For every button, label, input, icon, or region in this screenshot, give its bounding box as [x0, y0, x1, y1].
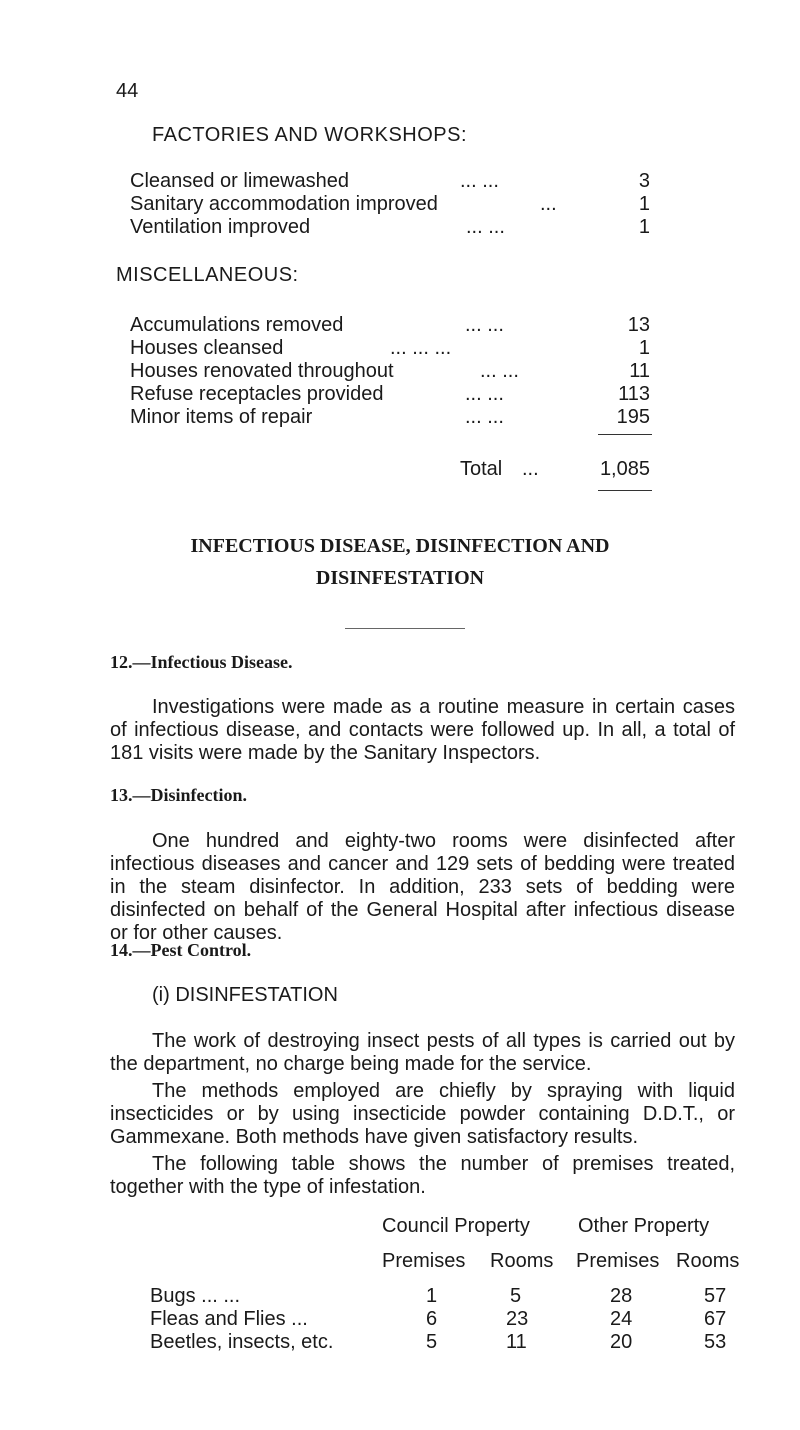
item-label: Ventilation improved — [130, 216, 311, 238]
table-cell: 57 — [704, 1285, 727, 1307]
item-label: Houses cleansed — [130, 337, 284, 359]
subtotal-rule — [598, 434, 652, 435]
item-label: Cleansed or limewashed — [130, 170, 350, 192]
table-cell: 5 — [510, 1285, 522, 1307]
row-label: Fleas and Flies ... — [150, 1308, 308, 1330]
row-label: Bugs ... ... — [150, 1285, 241, 1307]
table-cell: 24 — [610, 1308, 633, 1330]
leader-dots: ... ... — [466, 216, 505, 238]
table-column-header: Premises — [576, 1250, 660, 1272]
section-12-heading: 12.—Infectious Disease. — [110, 652, 293, 672]
main-heading: INFECTIOUS DISEASE, DISINFECTION AND — [190, 535, 610, 557]
item-value: 11 — [629, 360, 650, 382]
item-value: 3 — [638, 170, 650, 192]
table-column-header: Rooms — [676, 1250, 740, 1272]
item-label: Refuse receptacles provided — [130, 383, 384, 405]
table-cell: 20 — [610, 1331, 633, 1353]
section-14-paragraph-3: The following table shows the number of premises treated, together with the type of infestation. — [110, 1153, 735, 1198]
list-item — [130, 216, 650, 244]
section-14-paragraph-2: The methods employed are chiefly by spraying with liquid insecticides or by using insecticide powder containing D.D.T., or Gammexane. Both methods have given satisfactory results. — [110, 1080, 735, 1148]
item-label: Accumulations removed — [130, 314, 344, 336]
leader-dots: ... ... ... — [390, 337, 452, 359]
leader-dots: ... ... — [465, 406, 504, 428]
table-cell: 1 — [426, 1285, 438, 1307]
section-14-heading: 14.—Pest Control. — [110, 940, 252, 960]
total-value: 1,085 — [599, 458, 650, 480]
table-cell: 53 — [704, 1331, 727, 1353]
table-group-header-other: Other Property — [578, 1215, 710, 1237]
table-cell: 67 — [704, 1308, 727, 1330]
item-value: 13 — [627, 314, 650, 336]
item-label: Minor items of repair — [130, 406, 313, 428]
table-group-header-council: Council Property — [382, 1215, 530, 1237]
section-12-body: Investigations were made as a routine measure in certain cases of infectious disease, and contacts were followed up. In all, a total of 181 visits were made by the Sanitary Inspectors. — [110, 696, 735, 764]
factories-heading: FACTORIES AND WORKSHOPS: — [152, 124, 468, 146]
item-value: 195 — [616, 406, 650, 428]
leader-dots: ... ... — [465, 314, 504, 336]
disinfestation-subheading: (i) DISINFESTATION — [152, 984, 338, 1006]
table-column-header: Rooms — [490, 1250, 554, 1272]
heading-divider — [345, 628, 465, 629]
item-label: Houses renovated throughout — [130, 360, 394, 382]
section-14-paragraph-1: The work of destroying insect pests of all types is carried out by the department, no charge being made for the service. — [110, 1030, 735, 1075]
item-label: Sanitary accommodation improved — [130, 193, 438, 215]
list-item — [130, 406, 650, 434]
leader-dots: ... ... — [480, 360, 519, 382]
row-label: Beetles, insects, etc. — [150, 1331, 334, 1353]
section-13-heading: 13.—Disinfection. — [110, 785, 247, 805]
item-value: 1 — [638, 216, 650, 238]
page-number: 44 — [116, 80, 139, 102]
total-rule — [598, 490, 652, 491]
main-subheading: DISINFESTATION — [315, 567, 485, 589]
item-value: 1 — [638, 193, 650, 215]
table-cell: 28 — [610, 1285, 633, 1307]
total-row — [130, 458, 650, 486]
section-13-body: One hundred and eighty-two rooms were disinfected after infectious diseases and cancer and 129 sets of bedding were treated in the steam disinfector. In addition, 233 sets of bedding were disinfected on behalf of the General Hospital after infectious disease or for other causes. — [110, 830, 735, 944]
misc-heading: MISCELLANEOUS: — [116, 264, 299, 286]
table-cell: 5 — [426, 1331, 438, 1353]
item-value: 113 — [618, 383, 650, 405]
leader-dots: ... ... — [460, 170, 499, 192]
leader-dots: ... ... — [465, 383, 504, 405]
leader-dots: ... — [522, 458, 539, 480]
table-cell: 6 — [426, 1308, 438, 1330]
leader-dots: ... — [540, 193, 557, 215]
table-row — [150, 1331, 790, 1357]
table-cell: 23 — [506, 1308, 529, 1330]
total-label: Total — [460, 458, 503, 480]
item-value: 1 — [638, 337, 650, 359]
table-cell: 11 — [506, 1331, 527, 1353]
table-column-header: Premises — [382, 1250, 466, 1272]
